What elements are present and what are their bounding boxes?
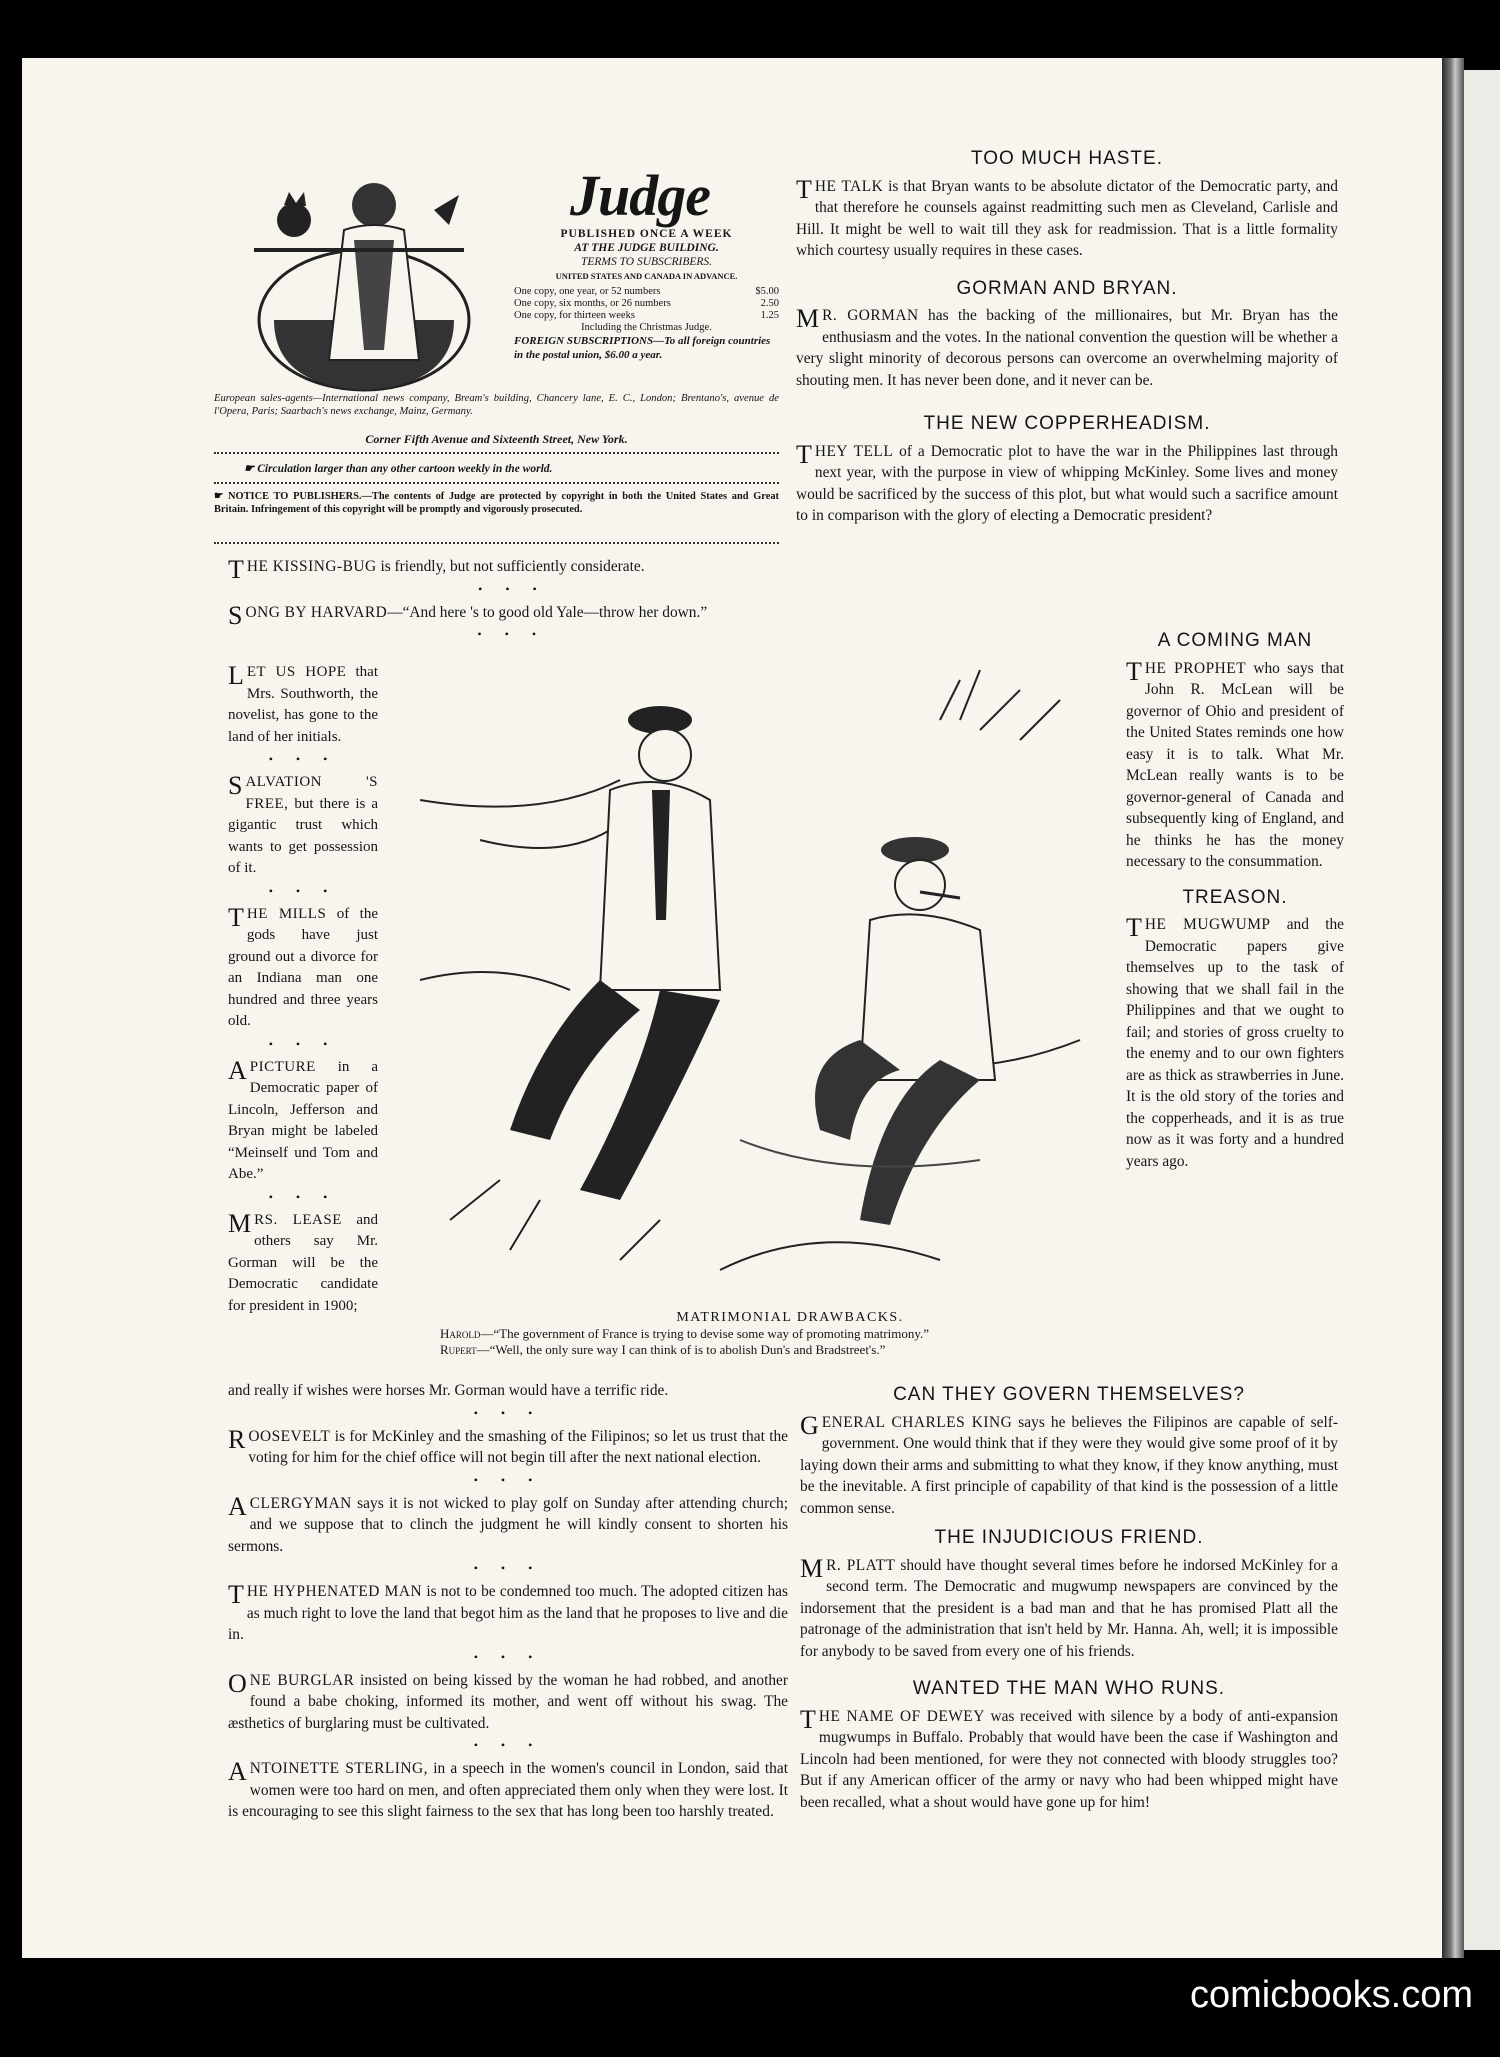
separator-dots: • • • xyxy=(478,581,547,596)
song-paragraph: SONG BY HARVARD—“And here 's to good old Yale—throw her down.” xyxy=(228,600,708,630)
sales-agents: European sales-agents—International news company, Bream's building, Chancery lane, E. C., London; Brentano's, avenue de l'Opera, Paris; Saarbach's news exchange, Mainz, Germany. xyxy=(214,393,779,417)
published-line: PUBLISHED ONCE A WEEK xyxy=(560,228,733,240)
christmas-note: Including the Christmas Judge. xyxy=(581,322,712,333)
cartoon-illustration xyxy=(420,660,1110,1310)
rate-row: One copy, one year, or 52 numbers $5.00 xyxy=(514,286,779,297)
separator-dots: • • • xyxy=(268,752,338,766)
caption-line-rupert: Rupert—“Well, the only sure way I can think of is to abolish Dun's and Bradstreet's.” xyxy=(440,1342,886,1357)
book-spine xyxy=(1442,58,1464,1958)
subscription-info xyxy=(514,227,779,362)
divider xyxy=(214,482,779,484)
copperhead-paragraph: THEY TELL of a Democratic plot to have the war in the Philippines last through next year, with the purpose in view of whipping McKinley. Some lives and money would be sacrificed by the success of this plot, but what would such a sacrifice amount to in comparison with the glory of electing a Democratic president? xyxy=(796,439,1338,524)
separator-dots: • • • xyxy=(473,1649,543,1664)
gorman-paragraph: M R. GORMAN has the backing of the millionaires, but Mr. Bryan has the enthusiasm and the votes. In the national convention the question will be whether a very slight minority of decorous persons can overcome an overwhelming majority of shouting men. It has never been done, and it never can be. xyxy=(796,304,1338,389)
right-narrow-column xyxy=(1126,630,1344,1172)
illustration-caption xyxy=(440,1310,1140,1358)
separator-dots: • • • xyxy=(473,1561,543,1575)
friend-paragraph: M R. PLATT should have thought several times before he indorsed McKinley for a second term. The Democratic and mugwump newspapers are convinced by the indorsement that the president is a bad man and that he has promised Platt all the patronage of the administration that isn't held by Mr. Hanna. Ah, well; it is impossible for anybody to be saved from every one of his friends. xyxy=(800,1553,1338,1660)
left-bottom-column xyxy=(228,1380,788,1823)
haste-heading: TOO MUCH HASTE. xyxy=(971,148,1163,169)
hyphenated-paragraph: THE HYPHENATED MAN is not to be condemned too much. The adopted citizen has as much right to love the land that begot him as the land that he proposes to live and die in. xyxy=(228,1580,789,1643)
adjacent-page-edge xyxy=(1464,70,1500,1950)
jester-emblem-icon xyxy=(234,170,494,400)
kissing-bug-paragraph: THE KISSING-BUG is friendly, but not sufficiently considerate. xyxy=(228,555,645,584)
separator-dots: • • • xyxy=(268,1189,338,1204)
separator-dots: • • • xyxy=(473,1472,543,1487)
office-address: Corner Fifth Avenue and Sixteenth Street, New York. xyxy=(365,432,628,446)
notice-to-publishers: ☛ NOTICE TO PUBLISHERS.—The contents of Judge are protected by copyright in both the United States and Great Britain. Infringement of this copyright will be promptly and vigorously prosecuted. xyxy=(214,491,779,515)
left-top-items xyxy=(228,556,778,647)
mills-paragraph: THE MILLS of the gods have just ground out a divorce for an Indiana man one hundred and three years old. xyxy=(228,902,379,1029)
right-bottom-column xyxy=(800,1384,1338,1813)
clergyman-paragraph: A CLERGYMAN says it is not wicked to play golf on Sunday after attending church; and we suppose that to clinch the judgment he will kindly consent to shorten his sermons. xyxy=(228,1491,788,1555)
picture-paragraph: A PICTURE in a Democratic paper of Lincoln, Jefferson and Bryan might be labeled “Meinself und Tom and Abe.” xyxy=(228,1055,378,1182)
treason-paragraph: THE MUGWUMP and the Democratic papers give themselves up to the task of showing that we shall fail in the Philippines and that we ought to fail; and stories of gross cruelty to the enemy and to our own fighters are as thick as strawberries in June. It is the old story of the tories and the copperheads, and it is as true now as it was forty and a hundred years ago. xyxy=(1126,913,1344,1170)
right-top-column xyxy=(796,148,1338,527)
masthead xyxy=(214,150,779,542)
rate-row: One copy, six months, or 26 numbers 2.50 xyxy=(514,298,779,309)
friend-heading: THE INJUDICIOUS FRIEND. xyxy=(934,1527,1204,1548)
govern-paragraph: GENERAL CHARLES KING says he believes the Filipinos are capable of self-government. One would think that if they were they would give some proof of it by laying down their arms and submitting to what they know, if they know anything, must be the inevitable. A first principle of capability of that kind is the possession of a little common sense. xyxy=(800,1410,1339,1517)
separator-dots: • • • xyxy=(268,1036,338,1051)
terms-heading: TERMS TO SUBSCRIBERS. xyxy=(580,256,713,268)
copperhead-heading: THE NEW COPPERHEADISM. xyxy=(923,413,1211,434)
judge-logo: Judge xyxy=(570,163,710,228)
coming-heading: A COMING MAN xyxy=(1157,630,1313,651)
roosevelt-paragraph: ROOSEVELT is for McKinley and the smashing of the Filipinos; so let us trust that the voting for him for the chief office will not begin till after the next national election. xyxy=(228,1424,788,1466)
caption-line-harold: Harold—“The government of France is trying to devise some way of promoting matrimony.” xyxy=(440,1326,930,1341)
burglar-paragraph: ONE BURGLAR insisted on being kissed by the woman he had robbed, and another found a babe choking, informed its mother, and went off without his swag. The æsthetics of burglaring must be cultivated. xyxy=(228,1668,789,1732)
source-watermark: comicbooks.com xyxy=(1190,1974,1473,2016)
runs-paragraph: THE NAME OF DEWEY was received with silence by a body of anti-expansion mugwumps in Buffalo. Probably that would have been the case if Washington and Lincoln had been mentioned, for were they not connected with bloody struggles too? But if any American officer of the army or navy who had been whipped might have been recalled, what a shout would have gone up for him! xyxy=(800,1704,1338,1811)
two-men-sketch-icon xyxy=(420,660,1110,1310)
separator-dots: • • • xyxy=(473,1405,543,1420)
treason-heading: TREASON. xyxy=(1182,886,1288,908)
govern-heading: CAN THEY GOVERN THEMSELVES? xyxy=(893,1384,1245,1405)
separator-dots: • • • xyxy=(268,883,338,898)
salvation-paragraph: SALVATION 'S FREE, but there is a gigantic trust which wants to get possession of it. xyxy=(228,771,378,876)
divider xyxy=(214,452,779,454)
separator-dots: • • • xyxy=(473,1738,543,1752)
caption-title: MATRIMONIAL DRAWBACKS. xyxy=(676,1310,904,1325)
runs-heading: WANTED THE MAN WHO RUNS. xyxy=(912,1678,1226,1699)
separator-dots: • • • xyxy=(477,627,547,641)
lease-paragraph: MRS. LEASE and others say Mr. Gorman will be the Democratic candidate for president in 1900; xyxy=(228,1208,378,1314)
rate-row: One copy, for thirteen weeks 1.25 xyxy=(514,310,779,321)
sterling-paragraph: ANTOINETTE STERLING, in a speech in the women's council in London, said that women were too hard on men, and often appreciated them only when they were lost. It is encouraging to see this slight fairness to the sex that has long been too harshly treated. xyxy=(228,1757,788,1820)
foreign-subscriptions: FOREIGN SUBSCRIPTIONS—To all foreign countries in the postal union, $6.00 a year. xyxy=(514,335,771,361)
gorman-heading: GORMAN AND BRYAN. xyxy=(956,277,1178,299)
coming-paragraph: THE PROPHET who says that John R. McLean will be governor of Ohio and president of the United States reminds one how easy it is to talk. What Mr. McLean really wants is to be governor-general of Canada and subsequently king of England, and he thinks he has the money necessary to the consummation. xyxy=(1126,656,1344,870)
advance-note: UNITED STATES AND CANADA IN ADVANCE. xyxy=(555,271,738,281)
haste-paragraph: THE TALK is that Bryan wants to be absolute dictator of the Democratic party, and that therefore he counsels against readmitting such men as Cleveland, Carlisle and Hill. It might be well to wait till they ask for readmission. That is a little formality which courtesy usually requires in these cases. xyxy=(796,174,1338,259)
divider xyxy=(214,542,779,544)
lease-paragraph-end: and really if wishes were horses Mr. Gorman would have a terrific ride. xyxy=(228,1382,669,1399)
hope-paragraph: LET US HOPE that Mrs. Southworth, the novelist, has gone to the land of her initials. xyxy=(228,661,378,745)
rates-table xyxy=(514,286,779,334)
left-narrow-column xyxy=(228,662,378,1317)
circulation-note: ☛ Circulation larger than any other cartoon weekly in the world. xyxy=(244,463,553,475)
building-line: AT THE JUDGE BUILDING. xyxy=(574,242,719,254)
